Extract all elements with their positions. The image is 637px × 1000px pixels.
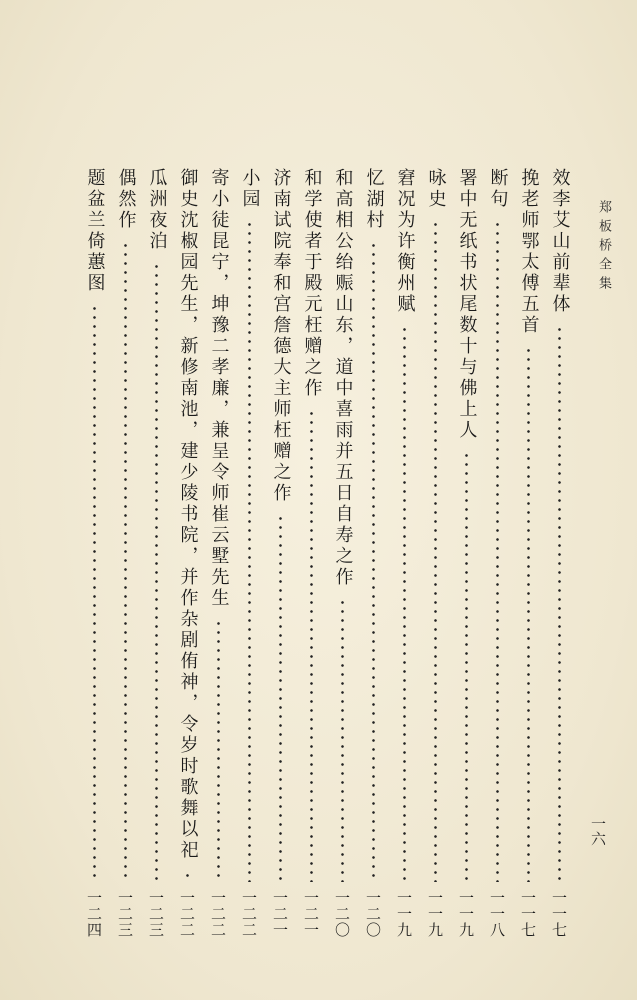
toc-entry xyxy=(482,168,513,938)
leader-dots xyxy=(279,514,282,882)
entry-page-number: 一二一 xyxy=(302,890,320,938)
leader-dots xyxy=(310,409,313,882)
entry-title: 寄小徒昆宁，坤豫二孝廉，兼呈令师崔云墅先生 xyxy=(208,168,230,609)
toc-entry xyxy=(79,168,110,938)
entry-title: 瓜洲夜泊 xyxy=(146,168,168,252)
leader-dots xyxy=(124,241,127,882)
entry-title: 和学使者于殿元枉赠之作 xyxy=(301,168,323,399)
leader-dots xyxy=(341,598,344,882)
entry-title: 挽老师鄂太傅五首 xyxy=(518,168,540,336)
entry-page-number: 一一九 xyxy=(457,890,475,938)
leader-dots xyxy=(93,304,96,882)
toc-entry xyxy=(358,168,389,938)
entry-page-number: 一二〇 xyxy=(333,890,351,938)
toc-entry xyxy=(420,168,451,938)
entry-page-number: 一一九 xyxy=(426,890,444,938)
entry-page-number: 一二〇 xyxy=(364,890,382,938)
entry-page-number: 一二四 xyxy=(85,890,103,938)
entry-page-number: 一二三 xyxy=(147,890,165,938)
entry-page-number: 一二二 xyxy=(209,890,227,938)
entry-title: 咏史 xyxy=(425,168,447,210)
toc-entry xyxy=(141,168,172,938)
entry-title: 济南试院奉和宫詹德大主师枉赠之作 xyxy=(270,168,292,504)
table-of-contents xyxy=(79,168,575,938)
toc-entry xyxy=(451,168,482,938)
entry-title: 窘况为许衡州赋 xyxy=(394,168,416,315)
toc-entry xyxy=(110,168,141,938)
leader-dots xyxy=(558,325,561,882)
entry-page-number: 一一七 xyxy=(550,890,568,938)
entry-title: 效李艾山前辈体 xyxy=(549,168,571,315)
leader-dots xyxy=(248,220,251,882)
leader-dots xyxy=(527,346,530,882)
toc-entry xyxy=(203,168,234,938)
toc-entry xyxy=(234,168,265,938)
entry-title: 小园 xyxy=(239,168,261,210)
entry-page-number: 一一九 xyxy=(395,890,413,938)
toc-entry xyxy=(327,168,358,938)
leader-dots xyxy=(372,241,375,882)
leader-dots xyxy=(186,871,189,882)
entry-page-number: 一二一 xyxy=(271,890,289,938)
entry-page-number: 一一八 xyxy=(488,890,506,938)
entry-page-number: 一二三 xyxy=(116,890,134,938)
leader-dots xyxy=(434,220,437,882)
toc-entry xyxy=(172,168,203,938)
entry-title: 偶然作 xyxy=(115,168,137,231)
entry-title: 署中无纸书状尾数十与佛上人 xyxy=(456,168,478,441)
entry-title: 御史沈椒园先生，新修南池，建少陵书院，并作杂剧侑神，令岁时歌舞以祀 xyxy=(177,168,199,861)
leader-dots xyxy=(217,619,220,882)
page-number: 一六 xyxy=(589,816,607,846)
running-header: 郑板桥全集 xyxy=(596,200,611,295)
toc-entry xyxy=(296,168,327,938)
toc-entry xyxy=(389,168,420,938)
entry-title: 和高相公绐赈山东，道中喜雨并五日自寿之作 xyxy=(332,168,354,588)
leader-dots xyxy=(465,451,468,882)
leader-dots xyxy=(496,220,499,882)
toc-entry xyxy=(544,168,575,938)
toc-entry xyxy=(265,168,296,938)
entry-title: 题盆兰倚蕙图 xyxy=(84,168,106,294)
leader-dots xyxy=(155,262,158,882)
toc-entry xyxy=(513,168,544,938)
entry-title: 断句 xyxy=(487,168,509,210)
entry-page-number: 一二二 xyxy=(240,890,258,938)
leader-dots xyxy=(403,325,406,882)
entry-page-number: 一二二 xyxy=(178,890,196,938)
entry-title: 忆湖村 xyxy=(363,168,385,231)
entry-page-number: 一一七 xyxy=(519,890,537,938)
